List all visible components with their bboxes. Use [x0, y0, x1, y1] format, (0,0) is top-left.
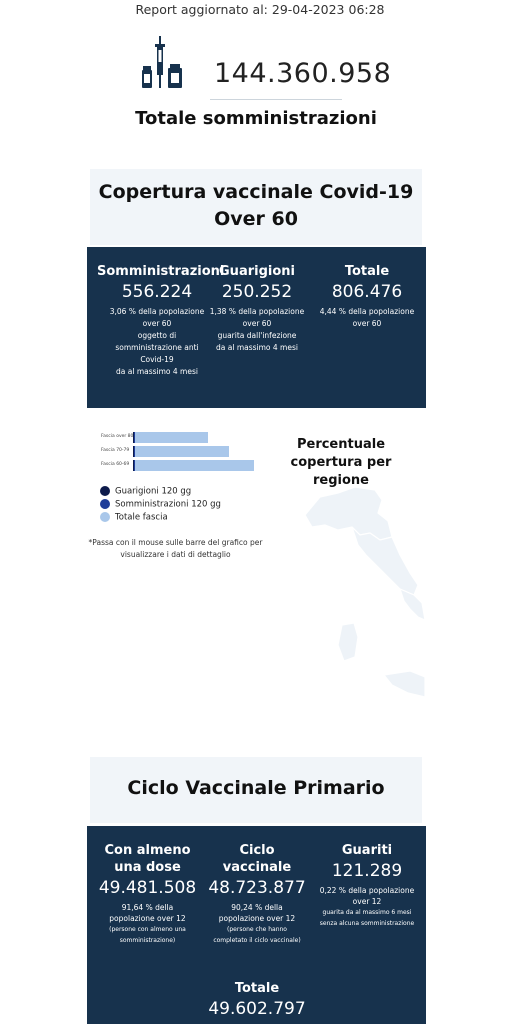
region-title-line1: Percentuale	[296, 437, 386, 452]
over60-stats-panel	[87, 247, 426, 408]
stat-label	[95, 842, 200, 876]
ciclo-title: Ciclo Vaccinale Primario	[127, 777, 385, 799]
stat-note	[205, 902, 309, 946]
report-date: Report aggiornato al: 29-04-2023 06:28	[135, 2, 385, 17]
bar-row[interactable]	[0, 432, 300, 444]
stat-label: Totale	[344, 264, 390, 279]
vaccine-icon	[140, 36, 186, 90]
chart-hint	[88, 537, 263, 561]
legend-item-guarigioni	[100, 486, 191, 497]
stat-note	[95, 902, 200, 946]
stat-label: Totale	[234, 981, 280, 996]
hint-line1: *Passa con il mouse sulle barre del grafico per	[88, 538, 263, 547]
bar-row[interactable]	[0, 446, 300, 458]
map-sardinia[interactable]	[338, 623, 358, 661]
note-line: (persone che hanno	[227, 926, 287, 933]
ciclo-title-box	[90, 757, 422, 823]
stat-totale	[319, 263, 415, 330]
bar-totale-fascia[interactable]	[133, 432, 208, 443]
stat-label: Somministrazioni	[97, 264, 225, 279]
note-line: over 12	[352, 897, 382, 906]
bar-guarigioni-120-gg[interactable]	[133, 432, 134, 443]
bar-totale-fascia[interactable]	[133, 460, 254, 471]
legend-item-somministrazioni	[100, 499, 221, 510]
stat-note	[209, 306, 305, 354]
region-title-line2: copertura per regione	[290, 455, 392, 488]
bar-guarigioni-120-gg[interactable]	[133, 446, 134, 457]
note-line: somministrazione anti	[115, 343, 199, 352]
note-line: 90,24 % della	[231, 903, 283, 912]
stat-almeno-una-dose	[95, 842, 200, 946]
bar-totale-fascia[interactable]	[133, 446, 229, 457]
legend-dot-guarigioni	[100, 486, 110, 496]
over60-title-line1: Copertura vaccinale Covid-19	[98, 181, 414, 203]
italy-map[interactable]	[300, 485, 425, 705]
stat-label	[205, 842, 309, 876]
note-line: 91,64 % della	[121, 903, 174, 912]
note-line: over 60	[352, 319, 382, 328]
map-north[interactable]	[305, 487, 392, 540]
legend-label: Guarigioni 120 gg	[115, 486, 192, 497]
total-divider	[210, 99, 342, 100]
region-title	[268, 436, 414, 490]
bar-category-label: Fascia 60-69	[101, 462, 130, 467]
stat-guarigioni	[209, 263, 305, 354]
note-line: over 60	[142, 319, 172, 328]
note-line: 3,06 % della popolazione	[109, 307, 205, 316]
note-line: 1,38 % della popolazione	[209, 307, 305, 316]
note-line: guarita da al massimo 6 mesi	[322, 909, 412, 916]
label-line: Ciclo	[239, 843, 275, 858]
stat-note	[97, 306, 217, 378]
legend-dot-somministrazioni	[100, 499, 110, 509]
bar-guarigioni-120-gg[interactable]	[133, 460, 134, 471]
map-sicily[interactable]	[384, 671, 425, 697]
note-line: somministrazione)	[119, 937, 176, 944]
stat-somministrazioni	[97, 263, 225, 378]
note-line: senza alcuna somministrazione	[319, 920, 415, 927]
legend-item-totale	[100, 512, 168, 523]
total-label: Totale somministrazioni	[135, 108, 377, 129]
stat-value: 48.723.877	[208, 878, 306, 898]
legend-dot-totale	[100, 512, 110, 522]
note-line: 0,22 % della popolazione	[319, 886, 415, 895]
bar-category-label: Fascia over 80	[101, 434, 134, 439]
note-line: da al massimo 4 mesi	[216, 343, 298, 352]
stat-ciclo-vaccinale	[205, 842, 309, 946]
stat-value: 806.476	[331, 282, 403, 302]
label-line: una dose	[114, 860, 181, 875]
note-line: guarita dall'infezione	[217, 331, 297, 340]
stat-ciclo-totale	[187, 980, 327, 1020]
stat-guariti	[315, 842, 419, 929]
over60-title-box	[90, 169, 422, 245]
stat-note	[319, 306, 415, 330]
stat-value: 49.481.508	[98, 878, 197, 898]
stat-value: 556.224	[121, 282, 193, 302]
over60-title-line2: Over 60	[214, 208, 298, 230]
stat-value: 49.602.797	[208, 999, 306, 1019]
stat-label: Guariti	[341, 843, 393, 858]
label-line: vaccinale	[222, 860, 292, 875]
note-line: oggetto di	[137, 331, 177, 340]
stat-label: Guarigioni	[219, 264, 295, 279]
legend-label: Totale fascia	[115, 512, 168, 523]
note-line: (persone con almeno una	[109, 926, 186, 933]
hint-line2: visualizzare i dati di dettaglio	[120, 550, 231, 559]
label-line: Con almeno	[104, 843, 191, 858]
note-line: popolazione over 12	[109, 914, 186, 923]
stat-value: 121.289	[331, 861, 403, 881]
note-line: 4,44 % della popolazione	[319, 307, 415, 316]
note-line: da al massimo 4 mesi	[116, 367, 198, 376]
bar-category-label: Fascia 70-79	[101, 448, 130, 453]
over60-title	[90, 169, 422, 233]
bar-row[interactable]	[0, 460, 300, 472]
note-line: over 60	[242, 319, 272, 328]
note-line: completato il ciclo vaccinale)	[213, 937, 301, 944]
stat-value: 250.252	[221, 282, 293, 302]
note-line: Covid-19	[140, 355, 174, 364]
ciclo-stats-panel	[87, 826, 426, 1024]
total-administrations: 144.360.958	[214, 58, 392, 89]
legend-label: Somministrazioni 120 gg	[115, 499, 221, 510]
note-line: popolazione over 12	[218, 914, 296, 923]
stat-note	[315, 885, 419, 929]
